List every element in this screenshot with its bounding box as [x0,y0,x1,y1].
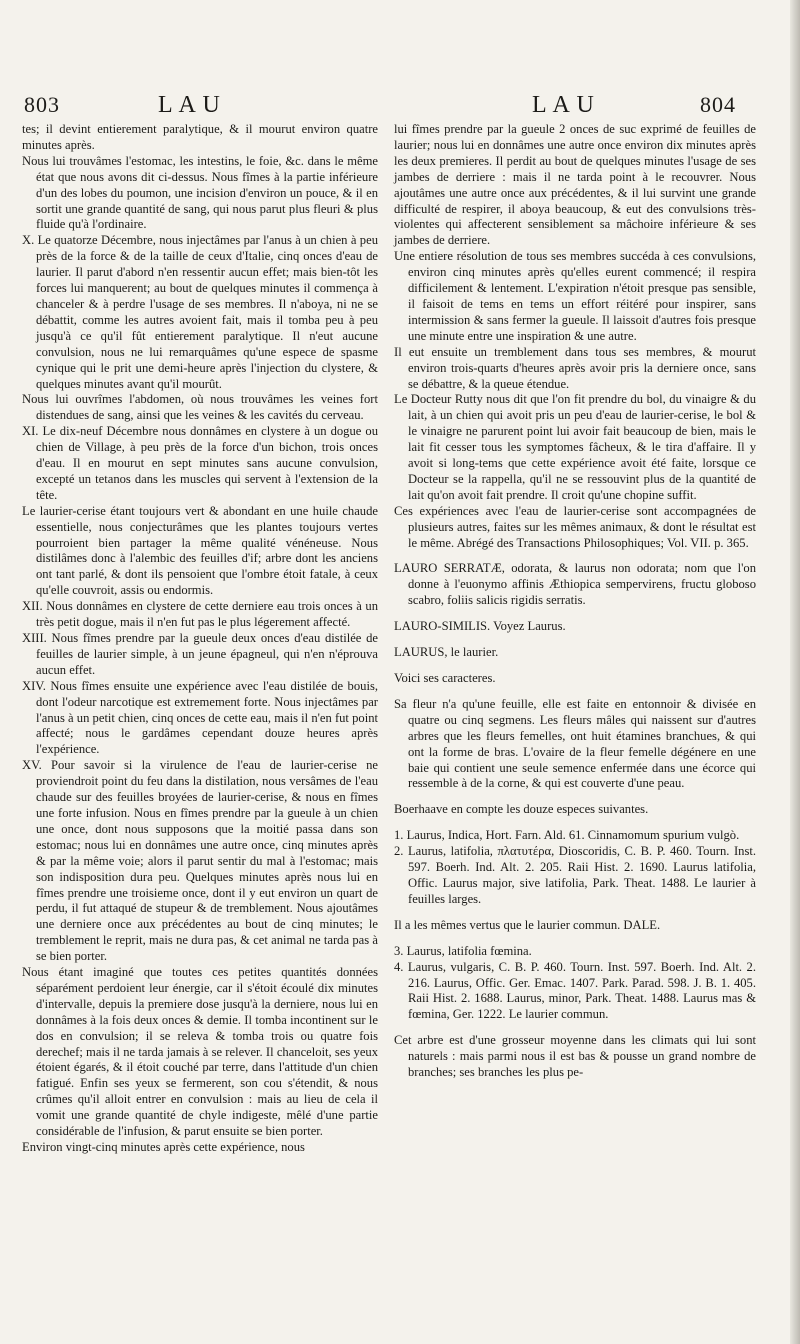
paragraph: Cet arbre est d'une grosseur moyenne dans les climats qui lui sont naturels : mais parmi nous il est bas & pousse un grand nombre de branches; ses branches les plus pe- [394,1033,756,1080]
entry-lauro-similis: LAURO-SIMILIS. Voyez Laurus. [394,619,566,634]
paragraph: tes; il devint entierement paralytique, & il mourut environ quatre minutes après. [22,122,378,152]
paragraph: XV. Pour savoir si la virulence de l'eau de laurier-cerise ne proviendroit point du feu dans la distilation, nous versâmes de l'eau chaude sur des feuilles broyées de laurier-cerise, & nous en fîmes une forte infusion. Nous en fîmes prendre par la gueule à un chien une once, dont nous supposons que la moitié passa dans son estomac; nous lui en donnâmes une autre once, cinq minutes après & par la même voie; alors il parut sentir du mal à l'estomac; mais son indisposition dura peu. Quelques minutes après nous lui en fîmes prendre une troisieme once, dont il y eut environ un quart de perdu, il fut attaqué de stupeur & de tremblement. Nous ajoutâmes une derniere once aux précédentes au bout de cinq minutes; le tremblement le reprit, mais ne dura pas, & cet animal ne tarda pas à se bien porter. [22,758,378,964]
right-running-head: L A U [532,92,595,118]
left-text-column [22,122,378,1156]
species-list-item: 1. Laurus, Indica, Hort. Farn. Ald. 61. Cinnamomum spurium vulgò. [394,828,740,843]
paragraph: XIV. Nous fîmes ensuite une expérience avec l'eau distilée de bouis, dont l'odeur narcotique est extremement forte. Nous injectâmes par l'anus à un petit chien, cinq onces de cette eau, mais il n'en fut point affecté; nous le gardâmes cependant douze heures après l'expérience. [22,678,378,757]
paragraph: Environ vingt-cinq minutes après cette expérience, nous [22,1140,305,1154]
paragraph: Voici ses caracteres. [394,671,496,685]
left-running-head: L A U [158,92,221,118]
paragraph: Ces expériences avec l'eau de laurier-cerise sont accompagnées de plusieurs autres, faites sur les mêmes animaux, & dont le résultat est le même. Abrégé des Transactions Philosophiques; Vol. VII. p. 365. [394,503,756,550]
entry-lauro-serratae: LAURO SERRATÆ, odorata, & laurus non odorata; nom que l'on donne à l'euonymo affinis Æthiopica sempervirens, fructu globoso scabro, foliis salicis rigidis serratis. [394,561,756,608]
paragraph: Le laurier-cerise étant toujours vert & abondant en une huile chaude essentielle, nous conjecturâmes que les plantes toujours vertes pourroient bien partager la même qualité vénéneuse. Nous distilâmes donc à l'alembic des feuilles d'if; arbre dont les anciens ont tant parlé, & dont ils pensoient que l'ombre étoit fatale, à ceux qu'elle couvroit, assis ou endormis. [22,503,378,598]
species-list-item: 2. Laurus, latifolia, πλατυτέρα, Dioscoridis, C. B. P. 460. Tourn. Inst. 597. Boerh. Ind. Alt. 2. 205. Raii Hist. 2. 1690. Laurus latifolia, Offic. Laurus major, sive latifolia, Park. Theat. 1488. Le laurier à feuilles larges. [394,844,756,906]
paragraph: XI. Le dix-neuf Décembre nous donnâmes en clystere à un dogue ou chien de Village, à peu près de la force d'un bichon, trois onces d'eau. Il en mourut en sept minutes sans aucune convulsion, excepté un tetanos dans les muscles qui servent à l'extension de la tête. [22,424,378,502]
page-edge [790,0,800,1344]
paragraph: Le Docteur Rutty nous dit que l'on fit prendre du bol, du vinaigre & du lait, à un chien qui avoit pris un peu d'eau de laurier-cerise, le bol & le vinaigre ne parurent point lui avoir fait beaucoup de bien, mais le lait fit cesser tous les symptomes fâcheux, & le tira d'affaire. Il y avoit si long-tems que cette expérience avoit été faite, lorsque ce Docteur se la rappella, qu'il ne se ressouvint plus de la quantité de lait qu'on avoit fait prendre. Il croit qu'une chopine suffit. [394,392,756,502]
left-page-number: 803 [24,92,60,117]
paragraph: Nous lui ouvrîmes l'abdomen, où nous trouvâmes les veines fort distendues de sang, ainsi que les veines & les cavités du cerveau. [22,392,378,423]
paragraph: XII. Nous donnâmes en clystere de cette derniere eau trois onces à un très petit dogue, mais il n'en fut pas le plus légerement affecté. [22,599,378,630]
right-text-column [394,122,756,1081]
paragraph: Nous lui trouvâmes l'estomac, les intestins, le foie, &c. dans le même état que nous avons dit ci-dessus. Nous fîmes à la partie inférieure d'un des lobes du poumon, une incision d'environ un pouce, & il en sortit une grande quantité de sang, qui nous parut plus fleuri & plus fluide qu'à l'ordinaire. [22,153,378,232]
species-list-item: 4. Laurus, vulgaris, C. B. P. 460. Tourn. Inst. 597. Boerh. Ind. Alt. 2. 216. Laurus, Offic. Ger. Emac. 1407. Park. Parad. 598. J. B. 1. 405. Raii Hist. 2. 1688. Laurus, minor, Park. Theat. 1488. Laurus mas & fœmina, Ger. 1222. Le laurier commun. [394,959,756,1022]
paragraph: Une entiere résolution de tous ses membres succéda à ces convulsions, environ cinq minutes après qu'elles eurent commencé; il respira difficilement & lentement. L'expiration n'étoit presque pas sensible, il faisoit de tems en tems un effort réitéré pour inspirer, sans intermission & sans fermer la gueule. Il laissoit d'autres fois presque une minute entre une inspiration & une autre. [394,249,756,343]
entry-laurus-heading: LAURUS, le laurier. [394,645,499,660]
paragraph: Boerhaave en compte les douze especes suivantes. [394,802,649,817]
right-page-number: 804 [700,92,736,117]
paragraph: Nous étant imaginé que toutes ces petites quantités données séparément perdoient leur énergie, car il s'étoit écoulé dix minutes d'intervalle, depuis la premiere dose jusqu'à la derniere, nous lui en donnâmes à la fois deux onces & demie. Il tomba incontinent sur le dos en convulsion; il se releva & tomba trois ou quatre fois derechef; mais il ne tarda jamais à se relever. Il chanceloit, ses yeux étoient égarés, & il étoit couché par terre, dans l'attitude d'un chien fatigué. Enfin ses yeux se fermerent, son cou s'étendit, & nous crûmes qu'il alloit entrer en convulsion : mais au lieu de cela il vomit une grande quantité de chyle indigeste, mêlé d'une partie considérable de l'infusion, & parut ensuite se bien porter. [22,965,378,1139]
paragraph: Sa fleur n'a qu'une feuille, elle est faite en entonnoir & divisée en quatre ou cinq segmens. Les fleurs mâles qui naissent sur d'autres arbres que les fleurs femelles, ont huit étamines branchues, & qui ont la forme de bras. L'ovaire de la fleur femelle dégénere en une baie qui contient une seule semence enfermée dans une écorce qui ressemble à de la corne, & qui est couverte d'une peau. [394,696,756,791]
paragraph: XIII. Nous fîmes prendre par la gueule deux onces d'eau distilée de feuilles de laurier simple, à un jeune épagneul, qui n'en n'éprouva aucun effet. [22,631,378,677]
paragraph: Il eut ensuite un tremblement dans tous ses membres, & mourut environ trois-quarts d'heures après avoir pris la derniere once, sans se débattre, & la queue étendue. [394,344,756,391]
paragraph: lui fîmes prendre par la gueule 2 onces de suc exprimé de feuilles de laurier; nous lui en donnâmes une autre once environ dix minutes après les deux premieres. Il perdit au bout de quelques minutes l'usage de ses jambes de derriere : mais il ne tarda point à le recouvrer. Nous ajoutâmes une autre once aux précédentes, & il lui survint une grande difficulté de respirer, il aboya beaucoup, & eut des convulsions très-violentes qui affecterent sensiblement sa mâchoire inférieure & ses jambes de derriere. [394,122,756,248]
paragraph: X. Le quatorze Décembre, nous injectâmes par l'anus à un chien à peu près de la force & de la taille de ceux d'Italie, cinq onces d'eau de laurier. Il parut d'abord n'en ressentir aucun effet; mais bien-tôt les forces lui manquerent; au bout de quelques minutes il commença à chanceler & à perdre l'usage de ses membres. Il n'aboya, ni ne se débattit, comme les autres avoient fait, mais il tomba peu à peu jusqu'à ce qu'il fût entierement paralytique. Il n'eut aucune convulsion, nous ne lui remarquâmes qu'une espece de spasme cynique qui le prit une demi-heure après l'injection du clystere, & quelques minutes avant qu'il mourût. [22,233,378,391]
paragraph: Il a les mêmes vertus que le laurier commun. DALE. [394,917,661,932]
species-list-item: 3. Laurus, latifolia fœmina. [394,943,532,958]
